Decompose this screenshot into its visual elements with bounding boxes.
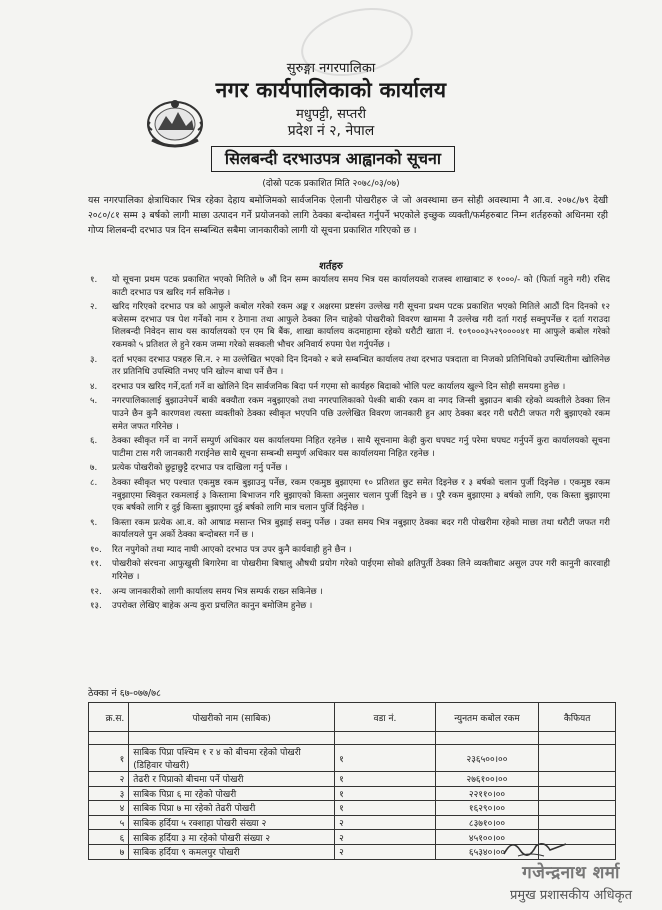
- condition-number: ४.: [90, 381, 98, 392]
- cell-rate: १६२९०।००: [435, 801, 539, 816]
- cell-name: साबिक पिप्रा ६ मा रहेको पोखरी: [129, 786, 335, 801]
- condition-text: नगरपालिकालाई बुझाउनेपर्ने बाकी बक्यौता रकम नबुझाएको तथा नगरपालिकाको पेश्की बाकी रकम वा नगद जिन्सी बुझाउन बाकी रहेको व्यक्तीले ठेक्का लिन पाउने छैन कुनै कारणवश त्यस्ता व्यक्तीको ठेक्का स्वीकृत भएपनि पछि उल्लेखित विवरण जानकारी हुन आए ठेक्का बदर गरी धरौटी जफत गरी बुझाएको रकम समेत जफत गरिनेछ ।: [112, 396, 610, 432]
- condition-number: ११.: [90, 559, 102, 570]
- province-line: प्रदेश नं २, नेपाल: [287, 123, 375, 139]
- condition-number: ६.: [90, 436, 98, 447]
- cell-ward: १: [335, 786, 436, 801]
- condition-number: ७.: [90, 463, 98, 474]
- condition-number: १०.: [90, 544, 102, 555]
- cell-name: साबिक पिप्रा पश्चिम १ र ४ को बीचमा रहेको पोखरी (डिहिवार पोखरी): [129, 745, 335, 772]
- condition-item: [90, 477, 610, 515]
- condition-number: १२.: [90, 586, 102, 597]
- condition-item: [90, 600, 610, 613]
- cell-name: साबिक हर्दिया ९ कमलपुर पोखरी: [129, 844, 335, 859]
- cell-remarks: [539, 801, 616, 816]
- cell-remarks: [539, 786, 616, 801]
- condition-item: [90, 558, 610, 583]
- cell-sn: ७: [89, 844, 129, 859]
- office-location: मधुपट्टी, सप्तरी: [295, 107, 367, 122]
- condition-text: रित नपुगेको तथा म्याद नाघी आएको दरभाउ पत्र उपर कुनै कार्यवाही हुने छैन ।: [112, 544, 352, 555]
- table-row: [89, 772, 616, 787]
- table-row: [89, 786, 616, 801]
- condition-text: ठेक्का स्वीकृत गर्ने वा नगर्ने सम्पुर्ण अधिकार यस कार्यालयमा निहित रहनेछ । साथै सूचनामा केही कुरा घपघट गर्नु परेमा घपघट गर्नुपर्ने कुरा कार्यालयको सूचना पाटीमा टास गरी जानकारी गराईनेछ साथै सूचना सम्बन्धी सम्पुर्ण अधिकार यस कार्यालयमा निहित रहनेछ ।: [112, 436, 610, 459]
- cell-sn: १: [89, 745, 129, 772]
- condition-number: ५.: [90, 396, 98, 407]
- cell-sn: ३: [89, 786, 129, 801]
- conditions-heading: शर्तहरु: [319, 261, 343, 272]
- cell-ward: २: [335, 844, 436, 859]
- cell-remarks: [539, 745, 616, 772]
- condition-number: ३.: [90, 354, 98, 365]
- cell-ward: २: [335, 830, 436, 845]
- cell-rate: २३६५००।००: [435, 745, 539, 772]
- table-row: [89, 815, 616, 830]
- condition-text: प्रत्येक पोखरीको छुट्टाछुट्टै दरभाउ पत्र दाखिला गर्नु पर्नेछ ।: [112, 463, 288, 474]
- cell-rate: २७६१००।००: [435, 772, 539, 787]
- signatory-name: गजेन्द्रनाथ शर्मा: [522, 863, 620, 883]
- intro-paragraph: यस नगरपालिका क्षेत्राधिकार भित्र रहेका देहाय बमोजिमको सार्वजनिक ऐलानी पोखरीहरु जे जो अवस्थामा छन सोही अवस्थामा नै आ.व. २०७८/७९ देखी २०८०/८१ सम्म ३ बर्षको लागी माछा उत्पादन गर्ने प्रयोजनको लागि ठेक्का बन्दोबस्त गर्नुपर्ने भएकोले इच्छुक व्यक्ती/फर्महरुबाट निम्न शर्तहरुको अधिनमा रही गोप्य शिलबन्दी दरभाउ पत्र दिन सम्बन्धित सबैमा जानकारीको लागी यो सूचना प्रकाशित गरिएको छ ।: [88, 195, 608, 236]
- condition-number: ८.: [90, 477, 98, 488]
- condition-item: [90, 586, 610, 599]
- cell-rate: ४५१००।००: [435, 830, 539, 845]
- header-remarks: कैफियत: [539, 703, 616, 732]
- notice-title: सिलबन्दी दरभाउपत्र आह्वानको सूचना: [211, 146, 455, 172]
- condition-number: २.: [90, 302, 98, 313]
- condition-text: खरिद गरिएको दरभाउ पत्र को आफुले कबोल गरेको रकम अङ्क र अक्षरमा प्रष्टसंग उल्लेख गरी सूचना प्रथम पटक प्रकाशित भएको मितिले आठौं दिन दिनको १२ बजेसम्म दरभाउ पत्र पेश गर्नेको नाम र ठेगाना तथा आफुले ठेक्का लिन चाहेको पोखरीको विवरण खाममा नै उल्लेख गरी दर्ता गराई सक्नुपर्नेछ र दर्ता गराउदा शिलबन्दी निवेदन साथ यस कार्यालयको एन एम बि बैंक, शाखा कार्यालय कदमाहामा रहेको धरौटी खाता नं. १०९०००३५२९००००४१ मा आफुले कबोल गरेको रकमको ५ प्रतिशत ले हुने रकम जम्मा गरेको सक्कली भौचर अनिवार्य रुपमा पेश गर्नुपर्नेछ ।: [112, 302, 610, 350]
- municipality-name: सुरुङ्गा नगरपालिका: [286, 61, 376, 76]
- condition-number: १३.: [90, 601, 102, 612]
- header-ward: वडा नं.: [335, 703, 436, 732]
- condition-text: उपरोक्त लेखिए बाहेक अन्य कुरा प्रचलित कानुन बमोजिम हुनेछ ।: [112, 601, 313, 612]
- condition-item: [90, 462, 610, 475]
- signature-scribble-icon: [500, 836, 570, 860]
- condition-text: दरभाउ पत्र खरिद गर्ने,दर्ता गर्ने वा खोलिने दिन सार्वजनिक बिदा पर्न गएमा सो कार्यहरु बिदाको भोलि पल्ट कार्यालय खुल्ने दिन सोही समयमा हुनेछ ।: [112, 381, 566, 392]
- condition-number: १.: [90, 275, 98, 285]
- condition-text: यो सूचना प्रथम पटक प्रकाशित भएको मितिले ७ औं दिन सम्म कार्यालय समय भित्र यस कार्यालयको राजस्व शाखाबाट रु १०००/- को (फिर्ता नहुने गरी) रसिद काटी दरभाउ पत्र खरिद गर्न सकिनेछ ।: [112, 275, 610, 298]
- cell-rate: ६५३४०।००: [435, 844, 539, 859]
- office-title: नगर कार्यपालिकाको कार्यालय: [215, 78, 447, 102]
- table-row: [89, 801, 616, 816]
- publication-date: (दोस्रो पटक प्रकाशित मिति २०७८/०३/०७): [262, 179, 400, 189]
- cell-name: साबिक हर्दिया ५ रक्शाहा पोखरी संख्या २: [129, 815, 335, 830]
- condition-item: [90, 354, 610, 379]
- condition-item: [90, 544, 610, 557]
- condition-item: [90, 517, 610, 542]
- cell-sn: ४: [89, 801, 129, 816]
- cell-ward: १: [335, 745, 436, 772]
- condition-item: [90, 301, 610, 351]
- condition-item: [90, 395, 610, 433]
- table-row: [89, 745, 616, 772]
- condition-text: पोखरीको संरचना आफुखुसी बिगारेमा वा पोखरीमा बिषालु औषधी प्रयोग गरेको पाईएमा सोको क्षतिपुर्ती ठेक्का लिने व्यक्तीबाट असुल उपर गरी कानुनी कारवाही गरिनेछ ।: [112, 559, 610, 583]
- cell-sn: २: [89, 772, 129, 787]
- header-name: पोखरीको नाम (साबिक): [129, 703, 335, 732]
- cell-ward: १: [335, 801, 436, 816]
- condition-text: ठेक्का स्वीकृत भए पश्चात एकमुष्ठ रकम बुझाउनु पर्नेछ, रकम एकमुष्ठ बुझाएमा १० प्रतिशत छुट समेत दिइनेछ र ३ बर्षको चलान पुर्जी दिइनेछ । एकमुष्ठ रकम नबुझाएमा स्विकृत रकमलाई ३ किस्तामा बिभाजन गरि बुझाएको किस्ता अनुसार चलान पुर्जी दिइने छ । पुरै रकम बुझाएमा ३ बर्षको लागि, एक किस्ता बुझाएमा एक बर्षको लागि र दुई किस्ता बुझाएमा दुई बर्षको लागि मात्र चलान पुर्जि दिईनेछ ।: [112, 477, 610, 514]
- condition-text: किस्ता रकम प्रत्येक आ.व. को आषाढ मसान्त भित्र बुझाई सक्नु पर्नेछ । उक्त समय भित्र नबुझाए ठेक्का बदर गरी पोखरीमा रहेको माछा तथा धरौटी जफत गरी कार्यालयले पुन अर्को ठेक्का बन्दोबस्त गर्ने छ ।: [112, 517, 610, 541]
- cell-name: तेढरी र पिप्राको बीचमा पर्ने पोखरी: [129, 772, 335, 787]
- header-sn: क्र.स.: [89, 703, 129, 732]
- signatory-title: प्रमुख प्रशासकीय अधिकृत: [509, 888, 633, 903]
- cell-rate: ८३७१०।००: [435, 815, 539, 830]
- table-header-row: [89, 703, 616, 732]
- condition-item: [90, 274, 610, 299]
- condition-item: [90, 435, 610, 460]
- cell-ward: १: [335, 772, 436, 787]
- cell-remarks: [539, 772, 616, 787]
- table-spacer-row: [89, 732, 616, 745]
- condition-text: दर्ता भएका दरभाउ पत्रहरु सि.न. २ मा उल्लेखित भएको दिन दिनको २ बजे सम्बन्धित कार्यालय तथा दरभाउ पत्रदाता वा निजको प्रतिनिधिको उपस्थितीमा खोलिनेछ तर प्रतिनिधि उपस्थिति नभए पनि खोल्न बाधा पर्ने छैन ।: [112, 354, 610, 378]
- condition-item: [90, 381, 610, 394]
- cell-remarks: [539, 815, 616, 830]
- condition-text: अन्य जानकारीको लागी कार्यालय समय भित्र सम्पर्क राख्न सकिनेछ ।: [112, 586, 323, 597]
- condition-number: ९.: [90, 517, 98, 528]
- conditions-list: [90, 274, 610, 615]
- cell-sn: ६: [89, 830, 129, 845]
- contract-number: ठेक्का नं ६७-०७७/७८: [88, 688, 161, 699]
- header-rate: न्युनतम कबोल रकम: [435, 703, 539, 732]
- cell-ward: २: [335, 815, 436, 830]
- cell-rate: २२११०।००: [435, 786, 539, 801]
- cell-name: साबिक पिप्रा ७ मा रहेको तेढरी पोखरी: [129, 801, 335, 816]
- cell-sn: ५: [89, 815, 129, 830]
- cell-name: साबिक हर्दिया ३ मा रहेको पोखरी संख्या २: [129, 830, 335, 845]
